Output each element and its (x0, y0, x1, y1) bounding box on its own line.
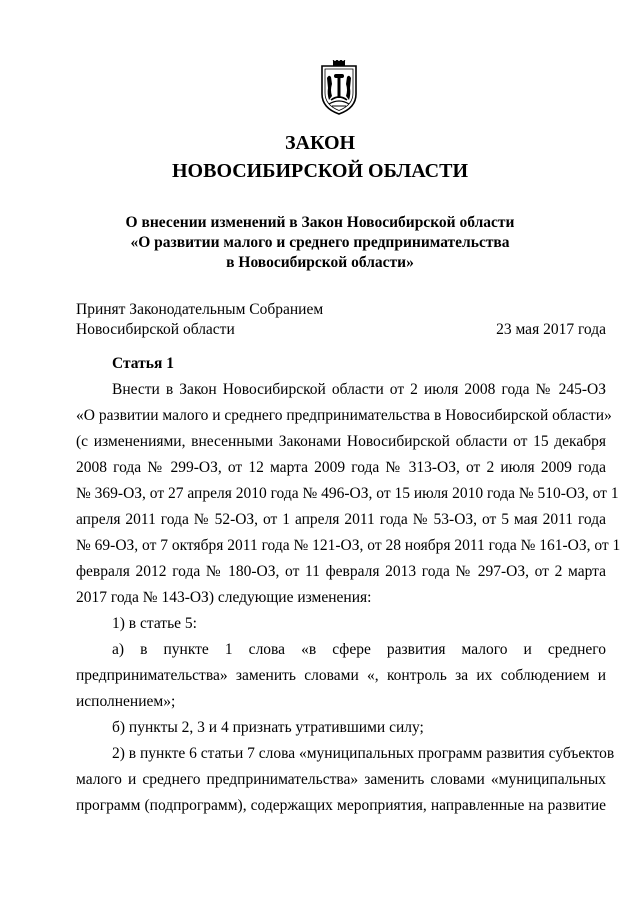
subtitle-line: в Новосибирской области» (226, 254, 414, 271)
adoption-body-line2 (76, 320, 606, 340)
paragraph-line: (с изменениями, внесенными Законами Новосибирской области от 15 декабря (76, 433, 606, 450)
paragraph-line: а) в пункте 1 слова «в сфере развития малого и среднего (112, 641, 606, 658)
paragraph-line: предпринимательства» заменить словами «, контроль за их соблюдением и (76, 667, 606, 684)
article-heading: Статья 1 (112, 355, 174, 372)
paragraph-line: февраля 2012 года № 180-ОЗ, от 11 февраля 2013 года № 297-ОЗ, от 2 марта (76, 563, 606, 580)
list-item: 1) в статье 5: (112, 615, 197, 632)
adoption-body: Принят Законодательным Собранием (76, 301, 324, 318)
coat-of-arms-icon (318, 60, 360, 116)
subtitle-line: О внесении изменений в Закон Новосибирской области (125, 214, 515, 231)
paragraph-line: 2017 года № 143-ОЗ) следующие изменения: (76, 589, 372, 606)
adoption-region: Новосибирской области (76, 321, 235, 338)
paragraph-line: исполнением»; (76, 693, 176, 710)
paragraph-line: № 69-ОЗ, от 7 октября 2011 года № 121-ОЗ, от 28 ноября 2011 года № 161-ОЗ, от 1 (76, 537, 621, 554)
adoption-date: 23 мая 2017 года (496, 321, 606, 338)
paragraph-line: № 369-ОЗ, от 27 апреля 2010 года № 496-ОЗ, от 15 июля 2010 года № 510-ОЗ, от 1 (76, 485, 619, 502)
law-subtitle (0, 213, 640, 273)
paragraph-line: 2008 года № 299-ОЗ, от 12 марта 2009 года № 313-ОЗ, от 2 июля 2009 года (76, 459, 606, 476)
paragraph-line: малого и среднего предпринимательства» заменить словами «муниципальных (76, 771, 606, 788)
paragraph-line: «О развитии малого и среднего предпринимательства в Новосибирской области» (76, 407, 612, 424)
paragraph-line: апреля 2011 года № 52-ОЗ, от 1 апреля 2011 года № 53-ОЗ, от 5 мая 2011 года (76, 511, 606, 528)
law-title-line1: ЗАКОН (284, 132, 356, 154)
law-title-line2: НОВОСИБИРСКОЙ ОБЛАСТИ (171, 160, 469, 182)
paragraph-line: Внести в Закон Новосибирской области от 2 июля 2008 года № 245-ОЗ (112, 381, 606, 398)
paragraph-line: 2) в пункте 6 статьи 7 слова «муниципальных программ развития субъектов (112, 745, 615, 762)
list-item: б) пункты 2, 3 и 4 признать утратившими силу; (112, 719, 424, 736)
subtitle-line: «О развитии малого и среднего предпринимательства (130, 234, 510, 251)
paragraph-line: программ (подпрограмм), содержащих мероприятия, направленные на развитие (76, 797, 606, 814)
